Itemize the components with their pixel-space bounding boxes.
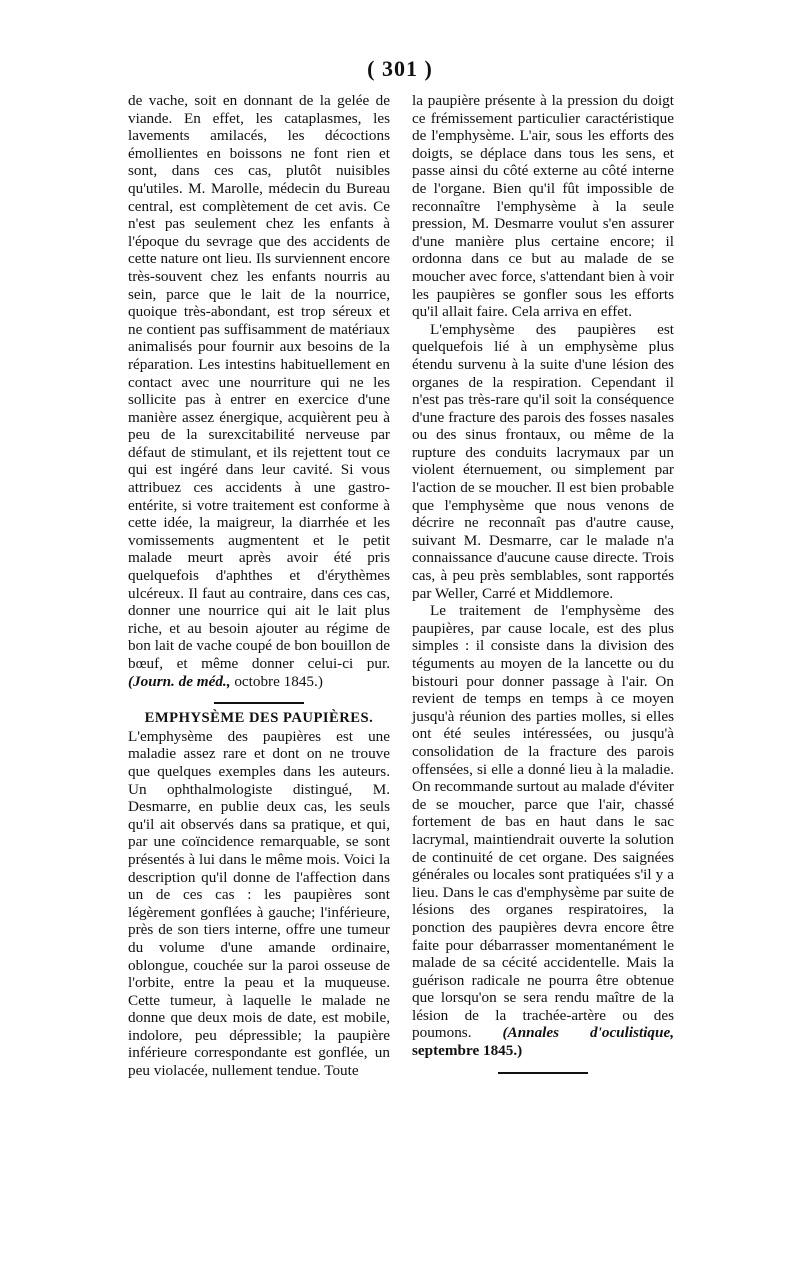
right-paragraph-3-date: septembre 1845.)	[412, 1042, 523, 1060]
right-paragraph-3-source: (Annales d'oculistique,	[502, 1024, 674, 1042]
page-number: ( 301 )	[367, 56, 433, 81]
left-paragraph-1-source: (Journ. de méd.,	[128, 672, 231, 690]
right-column	[412, 92, 674, 1080]
right-paragraph-1: la paupière présente à la pression du doigt ce frémissement particulier caractéristique de l'emphysème. L'air, sous les efforts des doigts, se déplace dans tous les sens, et passe ainsi du côté externe au côté interne de l'organe. Bien qu'il fût impossible de reconnaître l'emphysème à la seule pression, M. Desmarre voulut s'en assurer d'une manière plus certaine encore; il ordonna dans ce but au malade de se moucher avec force, s'attendant bien à voir les paupières se gonfler sous les efforts qu'il allait faire. Cela arriva en effet.	[412, 92, 674, 321]
right-paragraph-3	[412, 602, 674, 1059]
left-paragraph-2: L'emphysème des paupières est une maladie assez rare et dont on ne trouve que quelques exemples dans les auteurs. Un ophthalmologiste distingué, M. Desmarre, en publie deux cas, les seuls qu'il ait observés dans sa pratique, et qui, par une coïncidence remarquable, se sont présentés à lui dans le même mois. Voici la description qu'il donne de l'affection dans un de ces cas : les paupières sont légèrement gonflées à gauche; l'inférieure, près de son tiers interne, offre une tumeur du volume d'une amande ordinaire, oblongue, couchée sur la paroi osseuse de l'orbite, entre la peau et la muqueuse. Cette tumeur, à laquelle le malade ne donne que deux mois de date, est mobile, indolore, peu dépressible; la paupière inférieure correspondante est gonflée, un peu violacée, nullement tendue. Toute	[128, 727, 390, 1080]
left-paragraph-1-text: de vache, soit en donnant de la gelée de viande. En effet, les cataplasmes, les lavements amilacés, les décoctions émollientes en boissons ne font rien et sont, dans ces cas, plutôt nuisibles qu'utiles. M. Marolle, médecin du Bureau central, est complètement de cet avis. Ce n'est pas seulement chez les enfants à l'époque du sevrage que des accidents de cette nature ont lieu. Ils surviennent encore très-souvent chez les enfants nourris au sein, parce que le lait de la nourrice, quoique très-abondant, est trop séreux et ne contient pas suffisamment de matériaux animalisés pour fournir aux besoins de la réparation. Les intestins habituellement en contact avec une nourriture qui ne les sollicite pas à entrer en exercice d'une manière assez énergique, acquièrent peu à peu de la surexcitabilité nerveuse par défaut de stimulant, et ils rejettent tout ce qui est ingéré dans leur cavité. Si vous attribuez ces accidents à une gastro-entérite, si votre traitement est conforme à cette idée, la maigreur, la diarrhée et les vomissements augmentent et le petit malade meurt après avoir été pris quelquefois d'aphthes et d'érythèmes ulcéreux. Il faut au contraire, dans ces cas, donner une nourrice qui ait le lait plus riche, et au besoin ajouter au régime de bon lait de vache coupé de bon bouillon de bœuf, et même donner celui-ci pur.	[128, 92, 390, 672]
right-paragraph-3-text: Le traitement de l'emphysème des paupières, par cause locale, est des plus simples : il consiste dans la division des téguments au moyen de la lancette ou du bistouri pour donner passage à l'air. On revient de temps en temps à ce moyen jusqu'à réunion des parties molles, si elles ont été seules intéressées, ou jusqu'à consolidation de la fracture des parois offensées, si elle a donné lieu à la maladie. On recommande surtout au malade d'éviter de se moucher, parce que l'air, chassé fortement de bas en haut dans le sac lacrymal, maintiendrait ouverte la solution de continuité de cet organe. Des saignées générales ou locales sont pratiquées s'il y a lieu. Dans le cas d'emphysème par suite de lésions des organes respiratoires, la ponction des paupières devra encore être faite pour débarrasser momentanément le malade de sa cécité accidentelle. Mais la guérison radicale ne pourra être obtenue que lorsqu'on se sera rendu maître de la lésion de la trachée-artère ou des poumons.	[412, 602, 674, 1042]
left-paragraph-1-date: octobre 1845.)	[234, 672, 323, 690]
end-divider	[498, 1072, 588, 1074]
left-column	[128, 92, 390, 1080]
section-divider	[214, 702, 304, 704]
left-paragraph-1	[128, 92, 390, 690]
right-paragraph-2: L'emphysème des paupières est quelquefois lié à un emphysème plus étendu survenu à la suite d'une lésion des organes de la respiration. Cependant il n'est pas très-rare qu'il soit la conséquence d'une fracture des parois des fosses nasales ou des sinus frontaux, ou même de la rupture des conduits lacrymaux par un violent éternuement, ou simplement par l'action de se moucher. Il est bien probable que l'emphysème que nous venons de décrire ne reconnaît pas d'autre cause, suivant M. Desmarre, car le malade n'a connaissance d'aucune cause directe. Trois cas, à peu près semblables, sont rapportés par Weller, Carré et Middlemore.	[412, 320, 674, 602]
section-heading: EMPHYSÈME DES PAUPIÈRES.	[144, 710, 374, 727]
